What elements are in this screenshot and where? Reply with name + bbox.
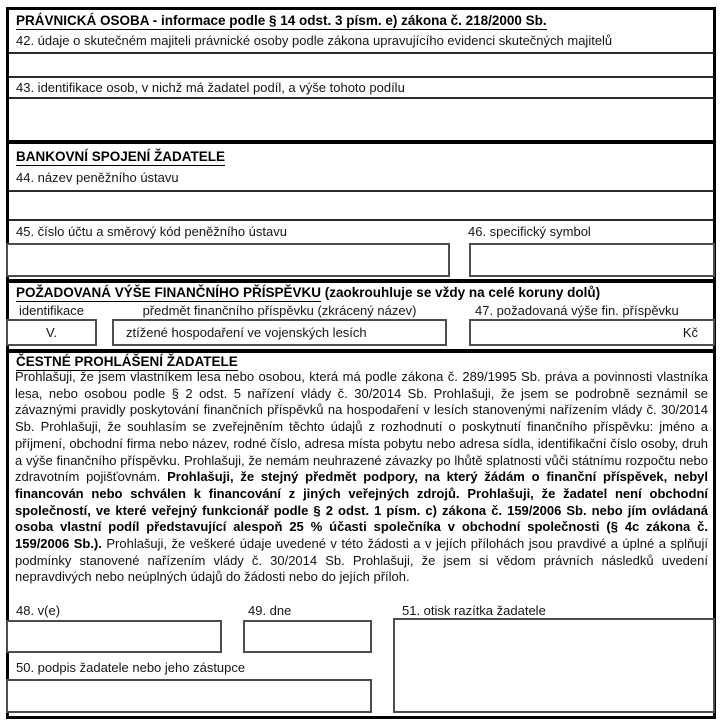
subject-value: ztížené hospodaření ve vojenských lesích: [126, 325, 367, 340]
column-identification-label: identifikace: [18, 303, 85, 318]
section-declaration-heading-text: ČESTNÉ PROHLÁŠENÍ ŽADATELE: [16, 354, 238, 369]
section-requested-amount-heading: [16, 285, 600, 300]
field-46-label: 46. specifický symbol: [468, 224, 591, 239]
section-bank-heading: [16, 149, 225, 164]
declaration-text-part1: Prohlašuji, že jsem vlastníkem lesa nebo osobou, která má podle zákona č. 289/1995 Sb. práva a povinnosti vlastníka lesa, nebo osobou podle § 2 odst. 5 nařízení vlády č. 30/2014 Sb. Prohlašuji, že jsem se podrobně seznámil se závaznými pravidly poskytování finančních příspěvků na hospodaření v lesích stanovenými nařízením vlády č. 30/2014 Sb. Prohlašuji, že souhlasím se zveřejněním těchto údajů z rozhodnutí o poskytnutí finančního příspěvku: jméno a příjmení, obchodní firma nebo název, rodné číslo, adresa místa pobytu nebo adresa sídla, identifikační číslo osoby, druh a výše finančního příspěvku. Prohlašuji, že nemám neuhrazené závazky po lhůtě splatnosti vůči státnímu rozpočtu nebo zdravotním pojišťovnám.: [15, 369, 708, 485]
section-divider: [9, 279, 714, 283]
field-45-label: 45. číslo účtu a směrový kód peněžního ústavu: [16, 224, 287, 239]
field-49-label: 49. dne: [248, 603, 292, 618]
divider: [9, 76, 714, 78]
identification-cell: [6, 319, 97, 346]
field-44-label: 44. název peněžního ústavu: [16, 170, 179, 185]
identification-value: V.: [45, 325, 58, 340]
section-requested-amount-heading-text: POŽADOVANÁ VÝŠE FINANČNÍHO PŘÍSPĚVKU: [16, 285, 322, 300]
declaration-text: [15, 369, 708, 586]
section-declaration-heading: [16, 354, 238, 369]
divider: [9, 219, 714, 221]
field-43-input-area[interactable]: [9, 99, 714, 139]
field-48-label: 48. v(e): [16, 603, 61, 618]
field-47-input-box[interactable]: [469, 319, 715, 346]
field-43-label: 43. identifikace osob, v nichž má žadatel podíl, a výše tohoto podílu: [16, 80, 405, 95]
section-divider: [9, 349, 714, 353]
currency-label: Kč: [682, 325, 698, 340]
subject-cell: [112, 319, 447, 346]
field-50-signature-box[interactable]: [6, 679, 372, 713]
field-51-label: 51. otisk razítka žadatele: [402, 603, 546, 618]
field-49-input-box[interactable]: [243, 620, 372, 653]
field-45-input-box[interactable]: [6, 243, 450, 277]
field-51-stamp-box[interactable]: [393, 618, 715, 713]
section-legal-entity-heading: [16, 13, 547, 28]
section-requested-amount-heading-note: (zaokrouhluje se vždy na celé koruny dolů): [321, 285, 601, 300]
field-46-input-box[interactable]: [469, 243, 715, 277]
field-50-label: 50. podpis žadatele nebo jeho zástupce: [16, 660, 246, 675]
declaration-text-part2-bold: Prohlašuji, že stejný předmět podpory, na který žádám o finanční příspěvek, nebyl financován nebo schválen k financování z jiných veřejných zdrojů. Prohlašuji, že žadatel není obchodní společností, ve které veřejný funkcionář podle § 2 odst. 1 písm. c) zákona č. 159/2006 Sb. nebo jím ovládaná osoba vlastní podíl představující alespoň 25 % účasti společníka v obchodní společnosti (§ 4c zákona č. 159/2006 Sb.).: [15, 469, 708, 552]
field-42-label: 42. údaje o skutečném majiteli právnické osoby podle zákona upravujícího evidenci skutečných majitelů: [16, 33, 613, 48]
column-subject-label: předmět finančního příspěvku (zkrácený název): [142, 303, 417, 318]
field-44-input-area[interactable]: [9, 192, 714, 217]
section-bank-heading-text: BANKOVNÍ SPOJENÍ ŽADATELE: [16, 149, 226, 164]
declaration-text-part3: Prohlašuji, že veškeré údaje uvedené v této žádosti a v jejích přílohách jsou pravdivé a úplné a splňují podmínky stanovené nařízením vlády č. 30/2014 Sb. Prohlašuji, že jsem si vědom právních následků uvedení nepravdivých nebo neúplných údajů do žádosti nebo do jejích příloh.: [15, 536, 708, 585]
field-42-input-area[interactable]: [9, 54, 714, 76]
field-47-label: 47. požadovaná výše fin. příspěvku: [475, 303, 679, 318]
field-48-input-box[interactable]: [6, 620, 222, 653]
section-divider: [9, 140, 714, 144]
section-legal-entity-heading-text: PRÁVNICKÁ OSOBA - informace podle § 14 odst. 3 písm. e) zákona č. 218/2000 Sb.: [16, 13, 547, 28]
